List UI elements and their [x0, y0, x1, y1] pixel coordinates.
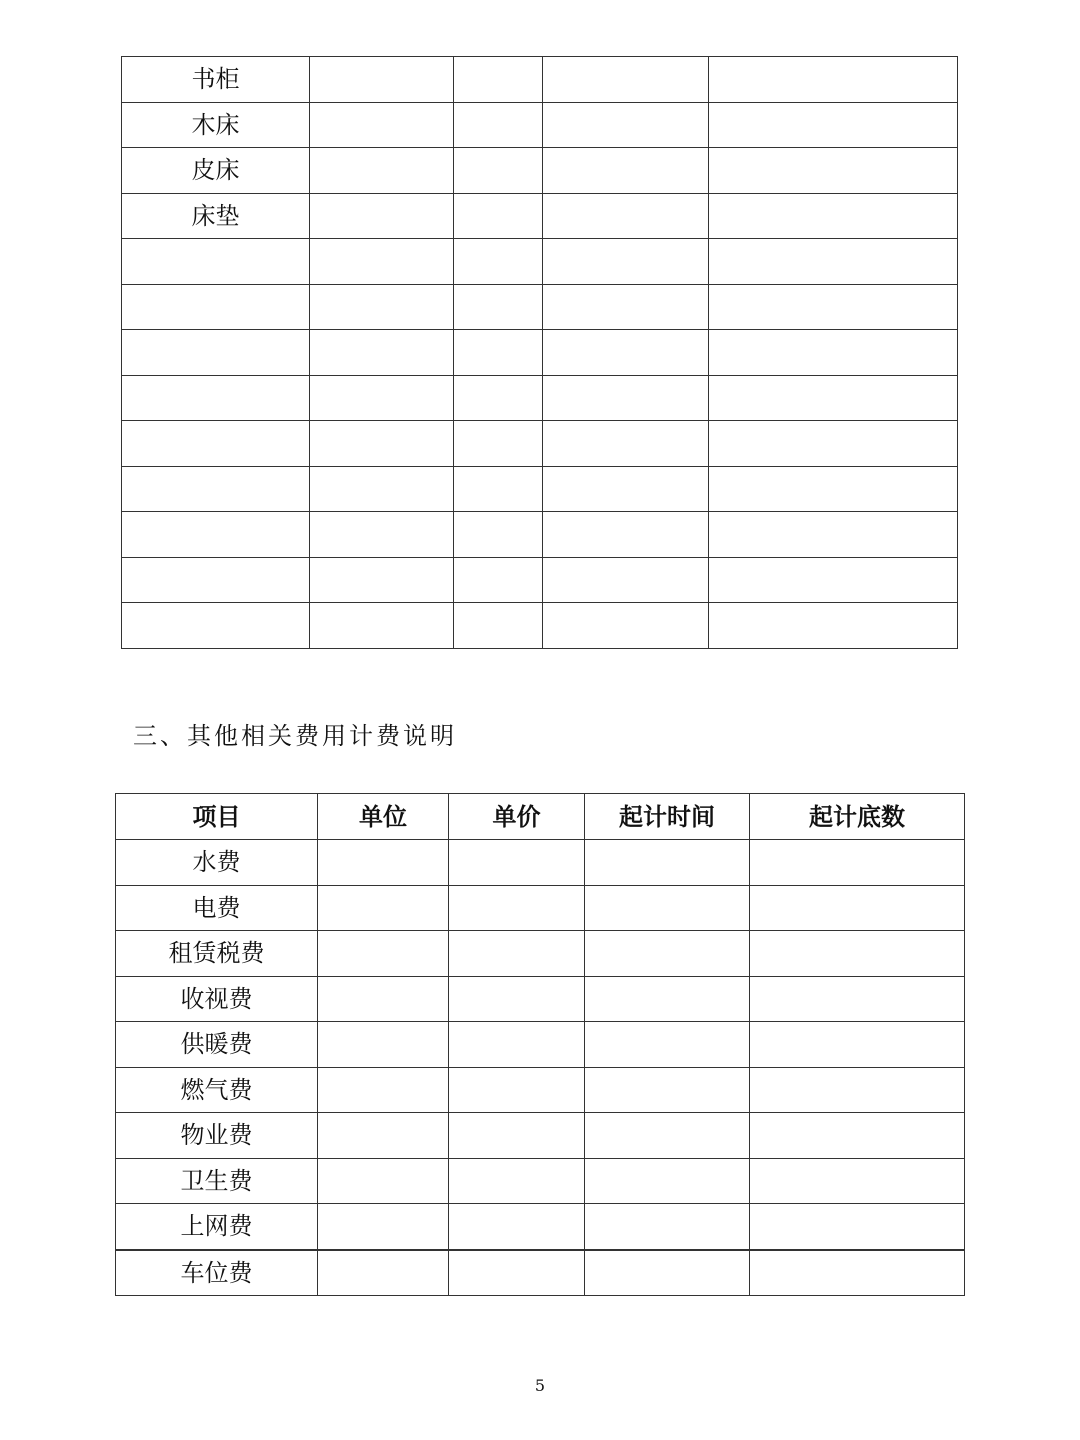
fee-cell[interactable] [585, 931, 750, 977]
fee-cell[interactable] [449, 1250, 585, 1296]
furniture-cell[interactable] [310, 603, 454, 649]
section-heading: 三、其他相关费用计费说明 [133, 722, 457, 750]
furniture-item-cell[interactable] [122, 512, 310, 558]
fee-cell[interactable] [318, 885, 449, 931]
furniture-cell[interactable] [543, 193, 709, 239]
furniture-cell[interactable] [543, 330, 709, 376]
fee-cell[interactable] [318, 1204, 449, 1250]
furniture-cell[interactable] [310, 375, 454, 421]
furniture-cell[interactable] [454, 330, 543, 376]
fee-item-cell: 卫生费 [116, 1158, 318, 1204]
fee-cell[interactable] [750, 976, 965, 1022]
furniture-cell[interactable] [543, 102, 709, 148]
fee-item-cell: 物业费 [116, 1113, 318, 1159]
furniture-item-cell: 床垫 [122, 193, 310, 239]
fee-cell[interactable] [585, 1113, 750, 1159]
table-row [116, 976, 965, 1022]
table-row [122, 603, 958, 649]
furniture-cell[interactable] [709, 57, 958, 103]
table-row [122, 148, 958, 194]
fee-item-cell: 车位费 [116, 1250, 318, 1296]
fee-cell[interactable] [318, 1113, 449, 1159]
furniture-item-cell[interactable] [122, 603, 310, 649]
fee-cell[interactable] [449, 976, 585, 1022]
header-item: 项目 [116, 794, 318, 840]
fee-cell[interactable] [585, 1067, 750, 1113]
furniture-cell[interactable] [709, 375, 958, 421]
furniture-cell[interactable] [709, 193, 958, 239]
furniture-item-cell[interactable] [122, 375, 310, 421]
furniture-cell[interactable] [310, 102, 454, 148]
fee-item-cell: 燃气费 [116, 1067, 318, 1113]
table-header-row [116, 794, 965, 840]
furniture-item-cell: 木床 [122, 102, 310, 148]
fee-cell[interactable] [750, 1204, 965, 1250]
table-row [122, 375, 958, 421]
furniture-cell[interactable] [310, 193, 454, 239]
table-row [116, 1250, 965, 1296]
furniture-cell[interactable] [709, 148, 958, 194]
table-row [122, 330, 958, 376]
furniture-cell[interactable] [454, 193, 543, 239]
fee-cell[interactable] [750, 1113, 965, 1159]
fee-cell[interactable] [318, 1250, 449, 1296]
furniture-item-cell[interactable] [122, 239, 310, 285]
furniture-cell[interactable] [709, 284, 958, 330]
furniture-cell[interactable] [310, 239, 454, 285]
fee-cell[interactable] [318, 840, 449, 886]
fee-cell[interactable] [449, 1022, 585, 1068]
fee-cell[interactable] [750, 931, 965, 977]
fee-cell[interactable] [318, 1022, 449, 1068]
furniture-cell[interactable] [310, 512, 454, 558]
furniture-cell[interactable] [310, 330, 454, 376]
table-row [122, 239, 958, 285]
fee-cell[interactable] [449, 1204, 585, 1250]
furniture-cell[interactable] [310, 466, 454, 512]
furniture-cell[interactable] [543, 284, 709, 330]
furniture-table [121, 56, 958, 649]
page-number: 5 [534, 1376, 546, 1395]
fee-cell[interactable] [750, 885, 965, 931]
furniture-cell[interactable] [709, 239, 958, 285]
fee-cell[interactable] [750, 1022, 965, 1068]
furniture-cell[interactable] [454, 557, 543, 603]
furniture-item-cell: 皮床 [122, 148, 310, 194]
furniture-cell[interactable] [543, 239, 709, 285]
furniture-cell[interactable] [310, 421, 454, 467]
furniture-cell[interactable] [310, 284, 454, 330]
furniture-cell[interactable] [543, 375, 709, 421]
furniture-cell[interactable] [543, 421, 709, 467]
fee-cell[interactable] [585, 840, 750, 886]
header-start-reading: 起计底数 [750, 794, 965, 840]
furniture-cell[interactable] [454, 375, 543, 421]
header-start-time: 起计时间 [585, 794, 750, 840]
fee-cell[interactable] [750, 1067, 965, 1113]
table-row [122, 284, 958, 330]
furniture-cell[interactable] [454, 512, 543, 558]
furniture-cell[interactable] [454, 102, 543, 148]
furniture-cell[interactable] [543, 466, 709, 512]
fee-item-cell: 上网费 [116, 1204, 318, 1250]
table-row [116, 1158, 965, 1204]
furniture-item-cell[interactable] [122, 330, 310, 376]
furniture-cell[interactable] [543, 603, 709, 649]
furniture-cell[interactable] [543, 148, 709, 194]
fee-cell[interactable] [585, 1158, 750, 1204]
fee-cell[interactable] [449, 1067, 585, 1113]
table-row [122, 512, 958, 558]
furniture-cell[interactable] [454, 284, 543, 330]
table-row [122, 57, 958, 103]
furniture-cell[interactable] [454, 239, 543, 285]
furniture-cell[interactable] [454, 421, 543, 467]
fee-cell[interactable] [318, 1067, 449, 1113]
furniture-cell[interactable] [454, 603, 543, 649]
fee-cell[interactable] [449, 1158, 585, 1204]
furniture-item-cell[interactable] [122, 557, 310, 603]
furniture-item-cell[interactable] [122, 284, 310, 330]
fee-cell[interactable] [750, 1250, 965, 1296]
fee-item-cell: 电费 [116, 885, 318, 931]
furniture-cell[interactable] [543, 57, 709, 103]
fee-cell[interactable] [449, 931, 585, 977]
fee-cell[interactable] [318, 931, 449, 977]
header-unit: 单位 [318, 794, 449, 840]
fee-cell[interactable] [750, 840, 965, 886]
furniture-cell[interactable] [709, 466, 958, 512]
furniture-cell[interactable] [709, 603, 958, 649]
furniture-cell[interactable] [454, 466, 543, 512]
table-row [116, 1204, 965, 1250]
furniture-cell[interactable] [709, 512, 958, 558]
fee-cell[interactable] [449, 1113, 585, 1159]
furniture-item-cell: 书柜 [122, 57, 310, 103]
fee-cell[interactable] [585, 976, 750, 1022]
fee-cell[interactable] [585, 1204, 750, 1250]
furniture-cell[interactable] [454, 57, 543, 103]
fee-cell[interactable] [585, 885, 750, 931]
table-row [116, 1113, 965, 1159]
fees-table [115, 793, 965, 1296]
table-row [116, 1022, 965, 1068]
fee-item-cell: 租赁税费 [116, 931, 318, 977]
fee-cell[interactable] [585, 1022, 750, 1068]
furniture-cell[interactable] [454, 148, 543, 194]
header-unit-price: 单价 [449, 794, 585, 840]
furniture-cell[interactable] [543, 512, 709, 558]
table-row [116, 931, 965, 977]
fee-item-cell: 水费 [116, 840, 318, 886]
furniture-cell[interactable] [310, 57, 454, 103]
table-row [122, 466, 958, 512]
table-row [116, 1067, 965, 1113]
table-row [116, 885, 965, 931]
fee-cell[interactable] [318, 976, 449, 1022]
table-row [122, 421, 958, 467]
fee-cell[interactable] [585, 1250, 750, 1296]
table-row [122, 102, 958, 148]
fee-cell[interactable] [449, 840, 585, 886]
fee-cell[interactable] [750, 1158, 965, 1204]
furniture-cell[interactable] [709, 557, 958, 603]
furniture-cell[interactable] [709, 330, 958, 376]
furniture-cell[interactable] [310, 148, 454, 194]
fee-cell[interactable] [318, 1158, 449, 1204]
furniture-cell[interactable] [543, 557, 709, 603]
furniture-cell[interactable] [709, 421, 958, 467]
table-row [122, 193, 958, 239]
fee-cell[interactable] [449, 885, 585, 931]
table-row [116, 840, 965, 886]
fee-item-cell: 供暖费 [116, 1022, 318, 1068]
furniture-item-cell[interactable] [122, 466, 310, 512]
furniture-cell[interactable] [310, 557, 454, 603]
table-row [122, 557, 958, 603]
furniture-cell[interactable] [709, 102, 958, 148]
furniture-item-cell[interactable] [122, 421, 310, 467]
fee-item-cell: 收视费 [116, 976, 318, 1022]
